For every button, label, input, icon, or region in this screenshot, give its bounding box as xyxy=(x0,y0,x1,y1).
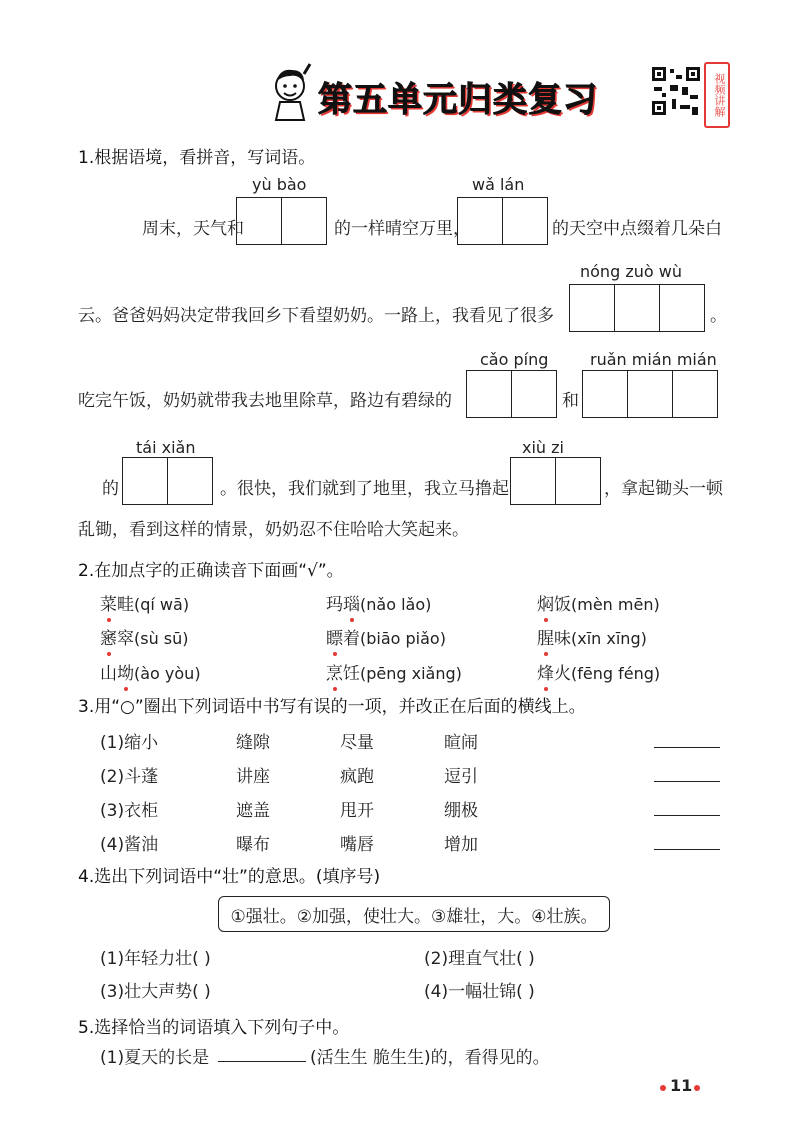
q4-heading: 4.选出下列词语中“壮”的意思。(填序号) xyxy=(78,867,381,887)
reading-item[interactable]: 烹饪(pēng xiǎng) xyxy=(326,659,462,684)
answer-box-caoping[interactable] xyxy=(466,370,557,418)
pinyin-walan: wǎ lán xyxy=(472,175,525,194)
q1-line1b: 的一样晴空万里， xyxy=(334,219,470,239)
q1-line2a: 云。爸爸妈妈决定带我回乡下看望奶奶。一路上，我看见了很多 xyxy=(78,306,554,326)
boy-mascot-icon xyxy=(268,62,314,122)
reading-item[interactable]: 瞟着(biāo piǎo) xyxy=(326,624,446,649)
reading-item[interactable]: 玛瑙(nǎo lǎo) xyxy=(326,590,431,615)
correction-blank[interactable] xyxy=(654,814,720,816)
qr-code-icon[interactable] xyxy=(650,65,702,117)
pinyin-options: (pēng xiǎng) xyxy=(360,664,462,683)
q5-heading: 5.选择恰当的词语填入下列句子中。 xyxy=(78,1018,350,1038)
word-option[interactable]: 绷极 xyxy=(444,801,478,821)
dotted-char: 烹 xyxy=(326,659,343,684)
pinyin-taixian: tái xiǎn xyxy=(136,438,196,457)
q5-blank-1[interactable] xyxy=(218,1060,306,1062)
pinyin-options: (nǎo lǎo) xyxy=(360,595,432,614)
word-option[interactable]: 尽量 xyxy=(340,733,374,753)
pinyin-options: (ào yòu) xyxy=(134,664,201,683)
q3-heading: 3.用“○”圈出下列词语中书写有误的一项，并改正在后面的横线上。 xyxy=(78,697,586,717)
correction-blank[interactable] xyxy=(654,746,720,748)
page-dot-right xyxy=(694,1085,700,1091)
dotted-char: 瑙 xyxy=(343,590,360,615)
q1-line4c: ，拿起锄头一顿 xyxy=(604,479,723,499)
q4-item-3[interactable]: (3)壮大声势( ) xyxy=(100,982,211,1002)
pinyin-yubao: yù bào xyxy=(252,175,307,194)
reading-item[interactable]: 烽火(fēng féng) xyxy=(537,659,660,684)
pinyin-ruanmianmian: ruǎn mián mián xyxy=(590,350,717,369)
reading-item[interactable]: 腥味(xīn xīng) xyxy=(537,624,647,649)
word-option[interactable]: (1)缩小 xyxy=(100,733,159,753)
word-option[interactable]: 甩开 xyxy=(340,801,374,821)
word-option[interactable]: 逗引 xyxy=(444,767,478,787)
q4-item-4[interactable]: (4)一幅壮锦( ) xyxy=(424,982,535,1002)
q1-line4a: 的 xyxy=(102,479,119,499)
q2-heading: 2.在加点字的正确读音下面画“√”。 xyxy=(78,561,344,581)
meaning-options: ①强壮。②加强，使壮大。③雄壮，大。④壮族。 xyxy=(230,906,598,927)
pinyin-caoping: cǎo píng xyxy=(480,350,549,369)
pinyin-options: (biāo piǎo) xyxy=(360,629,446,648)
word-option[interactable]: 遮盖 xyxy=(236,801,270,821)
answer-box-nongzuowu[interactable] xyxy=(569,284,705,332)
word-option[interactable]: 增加 xyxy=(444,835,478,855)
word-option[interactable]: 嘴唇 xyxy=(340,835,374,855)
pinyin-options: (xīn xīng) xyxy=(571,629,647,648)
word-option[interactable]: (2)斗蓬 xyxy=(100,767,159,787)
word-option[interactable]: 暄闹 xyxy=(444,733,478,753)
reading-item[interactable]: 菜畦(qí wā) xyxy=(100,590,189,615)
pinyin-options: (fēng féng) xyxy=(571,664,661,683)
dotted-char: 焖 xyxy=(537,590,554,615)
dotted-char: 腥 xyxy=(537,624,554,649)
page-title: 第五单元归类复习 xyxy=(318,80,598,120)
pinyin-options: (qí wā) xyxy=(134,595,190,614)
q1-line2b: 。 xyxy=(710,306,727,326)
q1-heading: 1.根据语境，看拼音，写词语。 xyxy=(78,148,316,168)
answer-box-xiuzi[interactable] xyxy=(510,457,601,505)
q4-item-2[interactable]: (2)理直气壮( ) xyxy=(424,949,535,969)
answer-box-taixian[interactable] xyxy=(122,457,213,505)
q5-sentence-1b: (活生生 脆生生)的，看得见的。 xyxy=(310,1048,550,1068)
word-option[interactable]: 缝隙 xyxy=(236,733,270,753)
answer-box-walan[interactable] xyxy=(457,197,548,245)
dotted-char: 窸 xyxy=(100,624,117,649)
q4-item-1[interactable]: (1)年轻力壮( ) xyxy=(100,949,211,969)
dotted-char: 瞟 xyxy=(326,624,343,649)
page-number: 11 xyxy=(670,1076,693,1095)
dotted-char: 菜 xyxy=(100,590,117,615)
reading-item[interactable]: 焖饭(mèn mēn) xyxy=(537,590,660,615)
word-option[interactable]: 曝布 xyxy=(236,835,270,855)
pinyin-options: (sù sū) xyxy=(134,629,189,648)
meaning-options-box xyxy=(218,896,610,932)
q5-sentence-1a: (1)夏天的长是 xyxy=(100,1048,210,1068)
word-option[interactable]: 讲座 xyxy=(236,767,270,787)
word-option[interactable]: 疯跑 xyxy=(340,767,374,787)
reading-item[interactable]: 山坳(ào yòu) xyxy=(100,659,201,684)
pinyin-xiuzi: xiù zi xyxy=(522,438,564,457)
correction-blank[interactable] xyxy=(654,848,720,850)
q1-line5: 乱锄，看到这样的情景，奶奶忍不住哈哈大笑起来。 xyxy=(78,520,469,540)
answer-box-ruanmianmian[interactable] xyxy=(582,370,718,418)
q1-line1a: 周末，天气和 xyxy=(142,219,244,239)
pinyin-nongzuowu: nóng zuò wù xyxy=(580,262,682,281)
q1-line4b: 。很快，我们就到了地里，我立马撸起 xyxy=(220,479,509,499)
dotted-char: 烽 xyxy=(537,659,554,684)
word-option[interactable]: (3)衣柜 xyxy=(100,801,159,821)
dotted-char: 坳 xyxy=(117,659,134,684)
page-dot-left xyxy=(660,1085,666,1091)
q1-line3b: 和 xyxy=(562,391,579,411)
reading-item[interactable]: 窸窣(sù sū) xyxy=(100,624,189,649)
word-option[interactable]: (4)酱油 xyxy=(100,835,159,855)
pinyin-options: (mèn mēn) xyxy=(571,595,660,614)
q1-line3a: 吃完午饭，奶奶就带我去地里除草，路边有碧绿的 xyxy=(78,391,452,411)
answer-box-yubao[interactable] xyxy=(236,197,327,245)
video-stamp: 视频讲解 xyxy=(704,62,730,128)
q1-line1c: 的天空中点缀着几朵白 xyxy=(552,219,722,239)
correction-blank[interactable] xyxy=(654,780,720,782)
